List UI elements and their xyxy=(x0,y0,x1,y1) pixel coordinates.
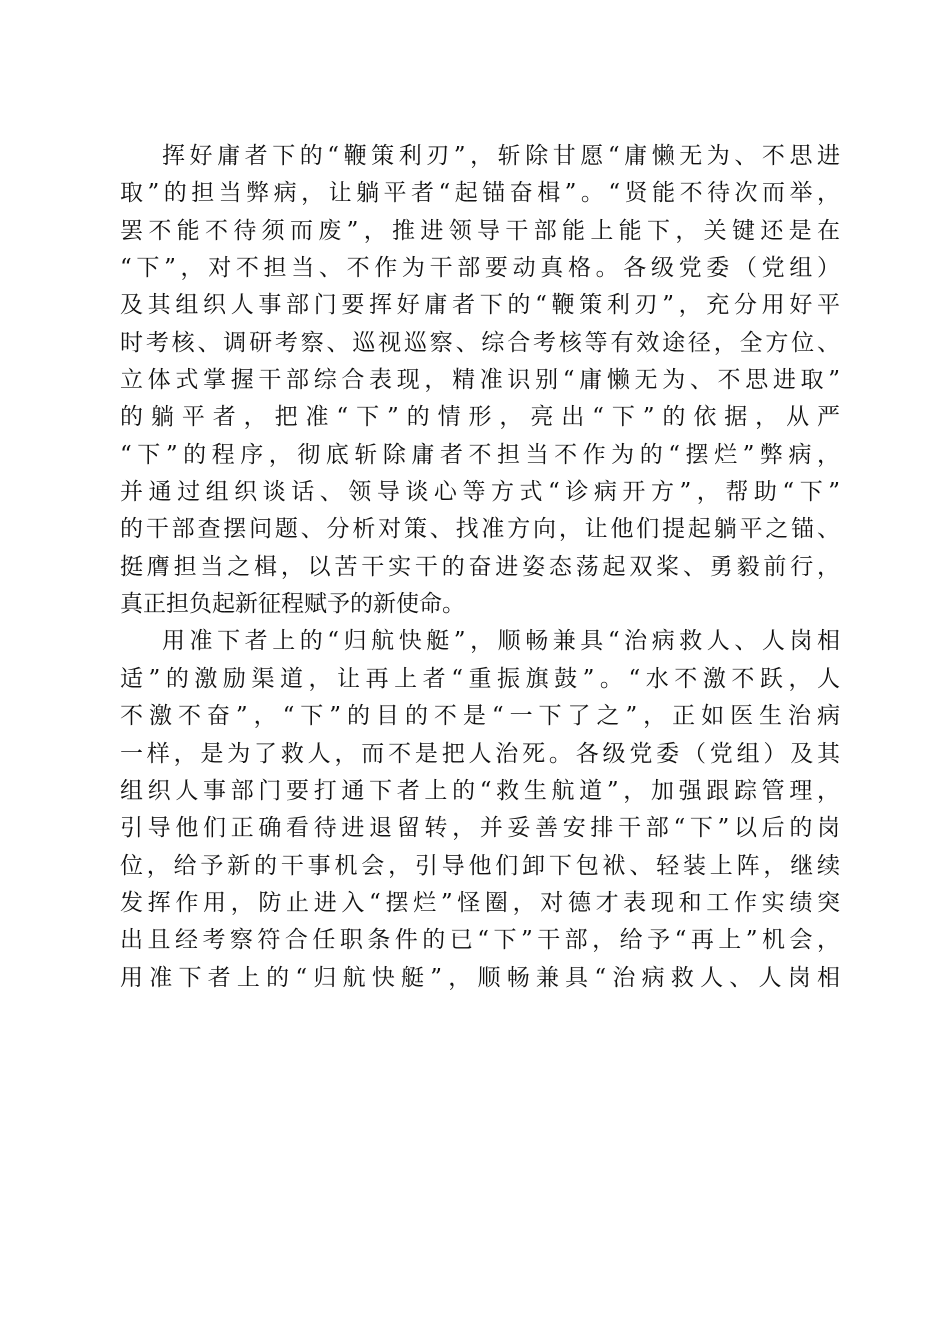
paragraph-2 xyxy=(120,623,840,996)
text-line: 发挥作用，防止进入“摆烂”怪圈，对德才表现和工作实绩突 xyxy=(120,889,840,916)
text-line: 并通过组织谈话、领导谈心等方式“诊病开方”，帮助“下” xyxy=(120,479,840,506)
text-line: 立体式掌握干部综合表现，精准识别“庸懒无为、不思进取” xyxy=(120,367,840,394)
text-line: 取”的担当弊病，让躺平者“起锚奋楫”。“贤能不待次而举， xyxy=(120,180,840,207)
text-line: 位，给予新的干事机会，引导他们卸下包袱、轻装上阵，继续 xyxy=(120,852,840,879)
text-line: 用准下者上的“归航快艇”，顺畅兼具“治病救人、人岗相 xyxy=(162,628,840,655)
text-line: 时考核、调研考察、巡视巡察、综合考核等有效途径，全方位、 xyxy=(120,329,840,356)
text-line: 真正担负起新征程赋予的新使命。 xyxy=(120,591,465,618)
text-line: “下”的程序，彻底斩除庸者不担当不作为的“摆烂”弊病， xyxy=(120,441,840,468)
text-line: 及其组织人事部门要挥好庸者下的“鞭策利刃”，充分用好平 xyxy=(120,292,840,319)
text-line: 的躺平者，把准“下”的情形，亮出“下”的依据，从严 xyxy=(120,404,840,431)
text-line: 罢不能不待须而废”，推进领导干部能上能下，关键还是在 xyxy=(120,217,840,244)
text-line: “下”，对不担当、不作为干部要动真格。各级党委（党组） xyxy=(120,255,840,282)
text-line: 的干部查摆问题、分析对策、找准方向，让他们提起躺平之锚、 xyxy=(120,516,840,543)
text-line: 组织人事部门要打通下者上的“救生航道”，加强跟踪管理， xyxy=(120,777,840,804)
text-line: 一样，是为了救人，而不是把人治死。各级党委（党组）及其 xyxy=(120,740,840,767)
text-line: 挺膺担当之楫，以苦干实干的奋进姿态荡起双桨、勇毅前行， xyxy=(120,553,840,580)
text-line: 适”的激励渠道，让再上者“重振旗鼓”。“水不激不跃，人 xyxy=(120,665,840,692)
text-line: 用准下者上的“归航快艇”，顺畅兼具“治病救人、人岗相 xyxy=(120,964,840,991)
paragraph-1 xyxy=(120,138,840,623)
text-line: 挥好庸者下的“鞭策利刃”，斩除甘愿“庸懒无为、不思进 xyxy=(162,143,840,169)
document-body xyxy=(120,138,840,997)
text-line: 不激不奋”，“下”的目的不是“一下了之”，正如医生治病 xyxy=(120,703,840,730)
text-line: 引导他们正确看待进退留转，并妥善安排干部“下”以后的岗 xyxy=(120,815,840,842)
text-line: 出且经考察符合任职条件的已“下”干部，给予“再上”机会， xyxy=(120,927,840,954)
